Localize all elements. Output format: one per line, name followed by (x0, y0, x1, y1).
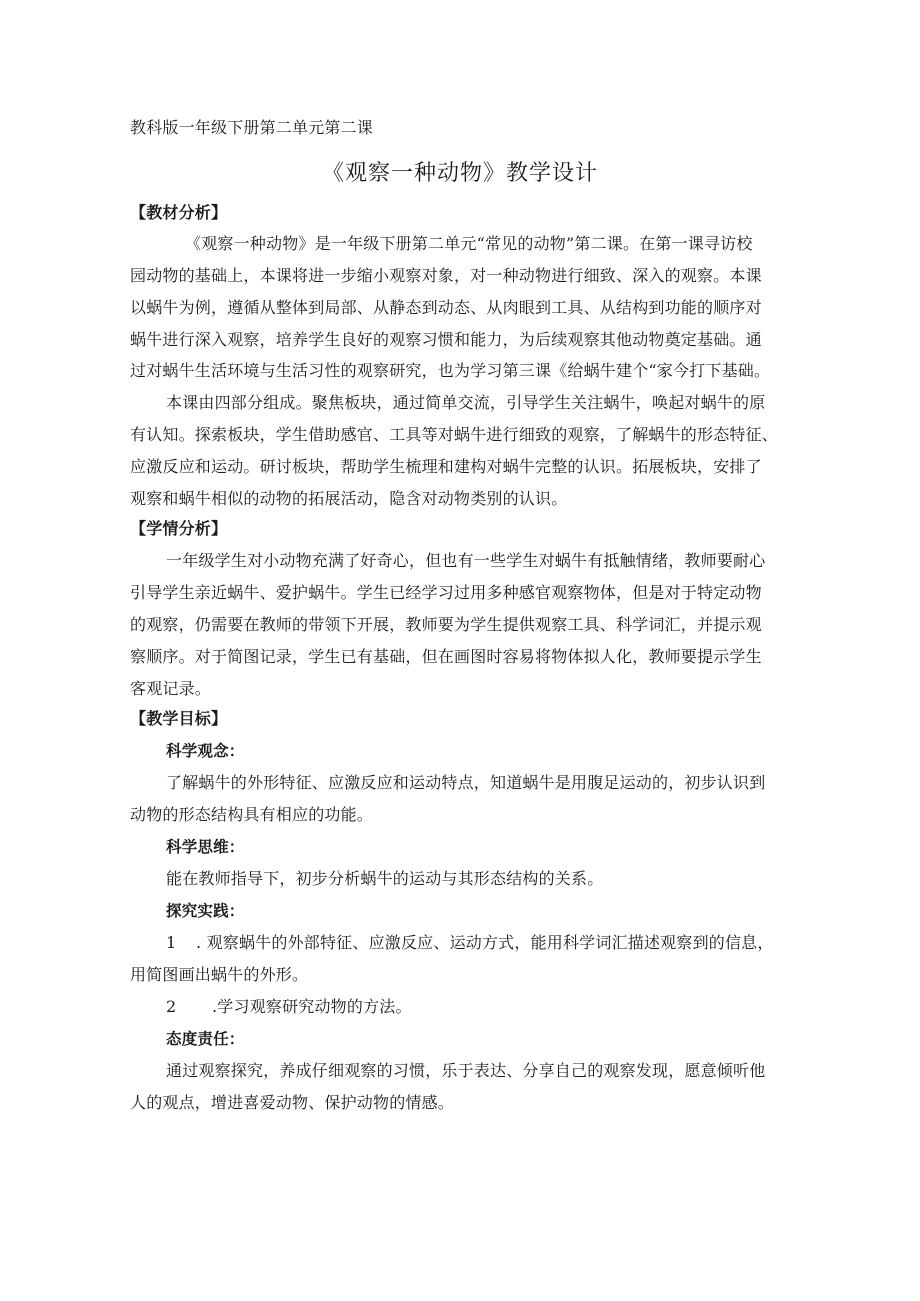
student-analysis-line: 一年级学生对小动物充满了好奇心，但也有一些学生对蜗牛有抵触情绪，教师要耐心 (166, 551, 766, 570)
section-heading-student-analysis: 【学情分析】 (130, 519, 228, 538)
material-analysis-line: 本课由四部分组成。聚焦板块，通过简单交流，引导学生关注蜗牛，唤起对蜗牛的原 (166, 393, 766, 412)
objective-attitude-line: 通过观察探究，养成仔细观察的习惯，乐于表达、分享自己的观察发现，愿意倾听他 (166, 1061, 766, 1080)
objective-concept-line: 了解蜗牛的外形特征、应激反应和运动特点，知道蜗牛是用腹足运动的，初步认识到 (166, 773, 766, 792)
material-analysis-line: 过对蜗牛生活环境与生活习性的观察研究，也为学习第三课《给蜗牛建个“家今打下基础。 (130, 361, 771, 380)
student-analysis-line: 察顺序。对于简图记录，学生已有基础，但在画图时容易将物体拟人化，教师要提示学生 (130, 647, 762, 666)
practice-item-2-number: 2 (166, 997, 177, 1016)
section-heading-objectives: 【教学目标】 (130, 709, 228, 728)
practice-item-1-number: 1 (166, 933, 177, 952)
objective-label-practice: 探究实践： (166, 902, 245, 920)
objective-concept-line: 动物的形态结构具有相应的功能。 (130, 805, 374, 824)
objective-thinking-line: 能在教师指导下，初步分析蜗牛的运动与其形态结构的关系。 (166, 869, 604, 888)
material-analysis-line: 有认知。探索板块，学生借助感官、工具等对蜗牛进行细致的观察，了解蜗牛的形态特征、 (130, 425, 779, 444)
document-title: 《观察一种动物》教学设计 (321, 161, 598, 186)
practice-item-1 (166, 933, 795, 953)
section-heading-material-analysis: 【教材分析】 (130, 203, 228, 222)
student-analysis-line: 客观记录。 (130, 679, 212, 698)
student-analysis-line: 引导学生亲近蜗牛、爱护蜗牛。学生已经学习过用多种感官观察物体，但是对于特定动物 (130, 583, 762, 602)
objective-attitude-line: 人的观点，增进喜爱动物、保护动物的情感。 (130, 1093, 455, 1112)
material-analysis-line: 观察和蜗牛相似的动物的拓展活动，隐含对动物类别的认识。 (130, 489, 568, 508)
practice-item-2-text: .学习观察研究动物的方法。 (212, 997, 412, 1016)
material-analysis-line: 《观察一种动物》是一年级下册第二单元“常见的动物”第二课。在第一课寻访校 (185, 234, 753, 253)
student-analysis-line: 的观察，仍需要在教师的带领下开展，教师要为学生提供观察工具、科学词汇，并提示观 (130, 615, 762, 634)
material-analysis-line: 应激反应和运动。研讨板块，帮助学生梳理和建构对蜗牛完整的认识。拓展板块，安排了 (130, 457, 762, 476)
practice-item-1-text: . 观察蜗牛的外部特征、应激反应、运动方式，能用科学词汇描述观察到的信息， (196, 933, 774, 952)
material-analysis-line: 以蜗牛为例，遵循从整体到局部、从静态到动态、从肉眼到工具、从结构到功能的顺序对 (130, 298, 762, 317)
course-subtitle: 教科版一年级下册第二单元第二课 (130, 118, 374, 137)
objective-label-thinking: 科学思维： (166, 838, 245, 856)
practice-item-2 (166, 997, 795, 1017)
material-analysis-line: 蜗牛进行深入观察，培养学生良好的观察习惯和能力，为后续观察其他动物奠定基础。通 (130, 330, 762, 349)
material-analysis-line: 园动物的基础上，本课将进一步缩小观察对象，对一种动物进行细致、深入的观察。本课 (130, 266, 762, 285)
practice-item-1-continuation: 用简图画出蜗牛的外形。 (130, 965, 309, 984)
objective-label-attitude: 态度责任： (166, 1030, 245, 1048)
objective-label-concept: 科学观念： (166, 742, 245, 760)
